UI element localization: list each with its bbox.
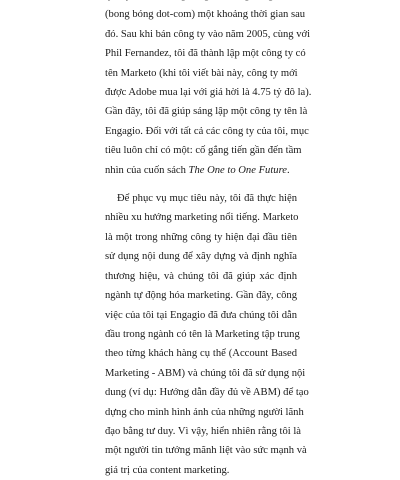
text-line <box>105 161 297 180</box>
text-line: Phil Fernandez, tôi đã thành lập một công ty có <box>105 48 306 60</box>
text-line: sử dụng nội dung để xây dựng và định nghĩa <box>105 251 297 263</box>
text-line: đạo bằng tư duy. Vì vậy, hiển nhiên rằng tôi là <box>105 425 301 437</box>
text-line: Gần đây, tôi đã giúp sáng lập một công ty tên là <box>105 106 308 118</box>
text-fragment: nhìn của cuốn sách <box>105 164 189 176</box>
text-line: Marketing - ABM) và chúng tôi đã sử dụng nội <box>105 367 306 379</box>
text-line: được Adobe mua lại với giá hời là 4.75 tỷ đô la). <box>105 87 312 99</box>
text-line: đầu trong ngành có tên là Marketing tập trung <box>105 328 300 340</box>
text-line: tiêu luôn chỉ có một: cố gắng tiến gần đến tầm <box>105 145 302 157</box>
text-line: ngành tự động hóa marketing. Gần đây, công <box>105 290 297 302</box>
paragraph-2 <box>105 189 309 480</box>
text-line: Để phục vụ mục tiêu này, tôi đã thực hiện <box>117 193 297 205</box>
text-line: Engagio. Đối với tất cả các công ty của tôi, mục <box>105 125 309 137</box>
text-line: là một trong những công ty hiện đại đầu tiên <box>105 231 297 243</box>
text-line: việc của tôi tại Engagio đã đưa chúng tôi dẫn <box>105 309 297 321</box>
text-line: một người tin tưởng mãnh liệt vào sức mạnh và <box>105 445 307 457</box>
book-title: The One to One Future <box>188 164 288 176</box>
text-line: thương hiệu, và chúng tôi đã giúp xác định <box>105 270 297 282</box>
text-line: dung (ví dụ: Hướng dẫn đầy đủ về ABM) để tạo <box>105 387 309 399</box>
text-line: tên Marketo (khi tôi viết bài này, công ty mới <box>105 67 298 79</box>
text-line: giá trị của content marketing. <box>105 464 230 476</box>
text-line: theo từng khách hàng cụ thể (Account Based <box>105 348 297 360</box>
text-line: (bong bóng dot-com) một khoảng thời gian sau <box>105 9 306 21</box>
body-text <box>105 0 312 480</box>
text-line: nhiều xu hướng marketing nổi tiếng. Marketo <box>105 212 299 224</box>
text-fragment: . <box>287 164 290 176</box>
text-line: đó. Sau khi bán công ty vào năm 2005, cùng với <box>105 28 311 40</box>
paragraph-1 <box>105 0 312 180</box>
text-line: dựng cho mình hình ảnh của những người lãnh <box>105 406 304 418</box>
